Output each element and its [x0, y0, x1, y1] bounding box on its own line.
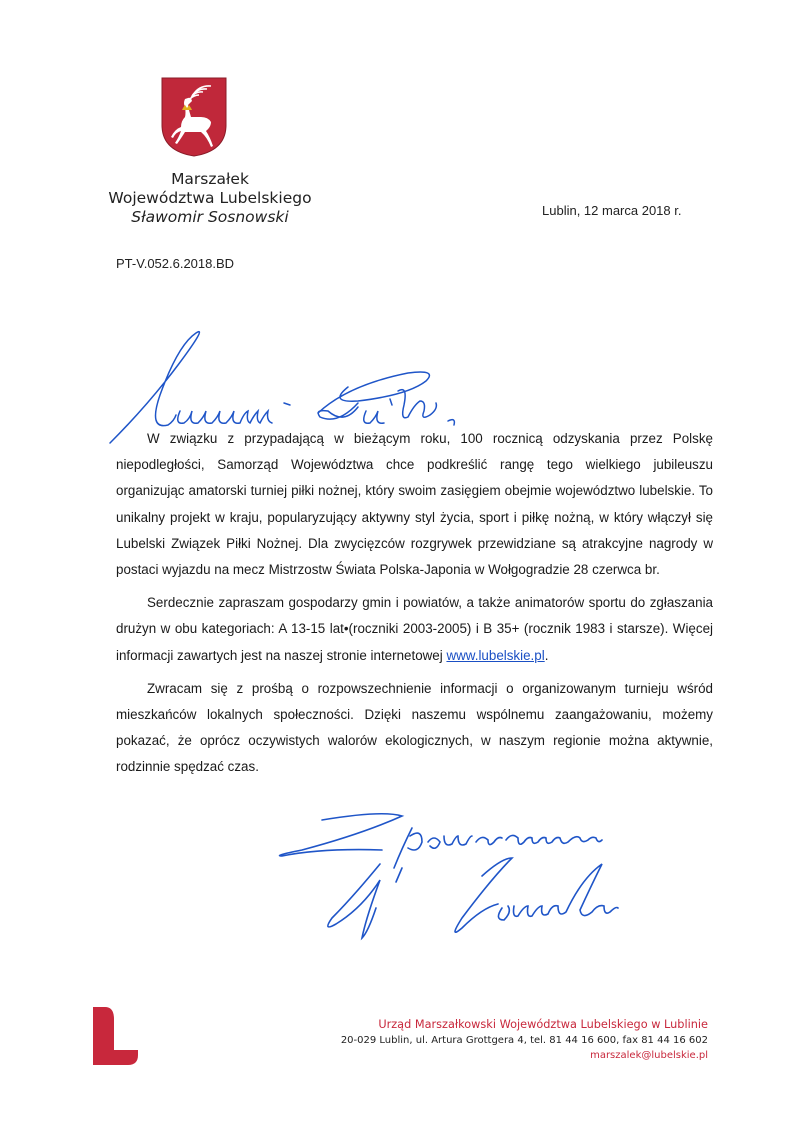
paragraph-2-text: Serdecznie zapraszam gospodarzy gmin i powiatów, a także animatorów sportu do zgłaszania drużyn w obu kategoriach: A 13-15 lat•(roczniki 2003-2005) i B 35+ (rocznik 1983 i starsze). Więcej informacji zawartych jest na naszej stronie internetowej — [116, 595, 713, 663]
sender-office: Województwa Lubelskiego — [108, 189, 312, 207]
footer-contact — [341, 1017, 708, 1063]
handwritten-signature — [262, 808, 652, 948]
footer-address: 20-029 Lublin, ul. Artura Grottgera 4, tel. 81 44 16 600, fax 81 44 16 602 — [340, 1035, 708, 1046]
sender-title: Marszałek — [171, 170, 249, 188]
paragraph-1: W związku z przypadającą w bieżącym roku, 100 rocznicą odzyskania przez Polskę niepodległości, Samorząd Województwa chce podkreślić rangę tego wielkiego jubileuszu organizując amatorski turniej piłki nożnej, który swoim zasięgiem obejmie województwo lubelskie. To unikalny projekt w kraju, popularyzujący aktywny styl życia, sport i piłkę nożną, w który włączył się Lubelski Związek Piłki Nożnej. Dla zwycięzców rozgrywek przewidziane są atrakcyjne nagrody w postaci wyjazdu na mecz Mistrzostw Świata Polska-Japonia w Wołgogradzie 28 czerwca br. — [116, 431, 713, 578]
footer-organization: Urząd Marszałkowski Województwa Lubelskiego w Lublinie — [378, 1018, 708, 1031]
coat-of-arms-logo — [161, 77, 227, 157]
paragraph-2 — [116, 590, 713, 669]
lubelskie-l-logo — [93, 1007, 138, 1065]
paragraph-3: Zwracam się z prośbą o rozpowszechnienie informacji o organizowanym turnieju wśród mieszkańców lokalnych społeczności. Dzięki naszemu wspólnemu zaangażowaniu, możemy pokazać, że oprócz oczywistych walorów ekologicznych, w naszym regionie można aktywnie, rodzinnie spędzać czas. — [116, 680, 713, 775]
letter-body — [116, 426, 713, 788]
paragraph-2-end: . — [544, 647, 549, 663]
sender-name: Sławomir Sosnowski — [131, 208, 289, 226]
reference-number: PT-V.052.6.2018.BD — [116, 256, 235, 271]
footer-email[interactable]: marszalek@lubelskie.pl — [590, 1050, 708, 1061]
sender-header — [80, 170, 340, 227]
letter-date: Lublin, 12 marca 2018 r. — [542, 203, 682, 218]
website-link[interactable]: www.lubelskie.pl — [446, 647, 545, 663]
